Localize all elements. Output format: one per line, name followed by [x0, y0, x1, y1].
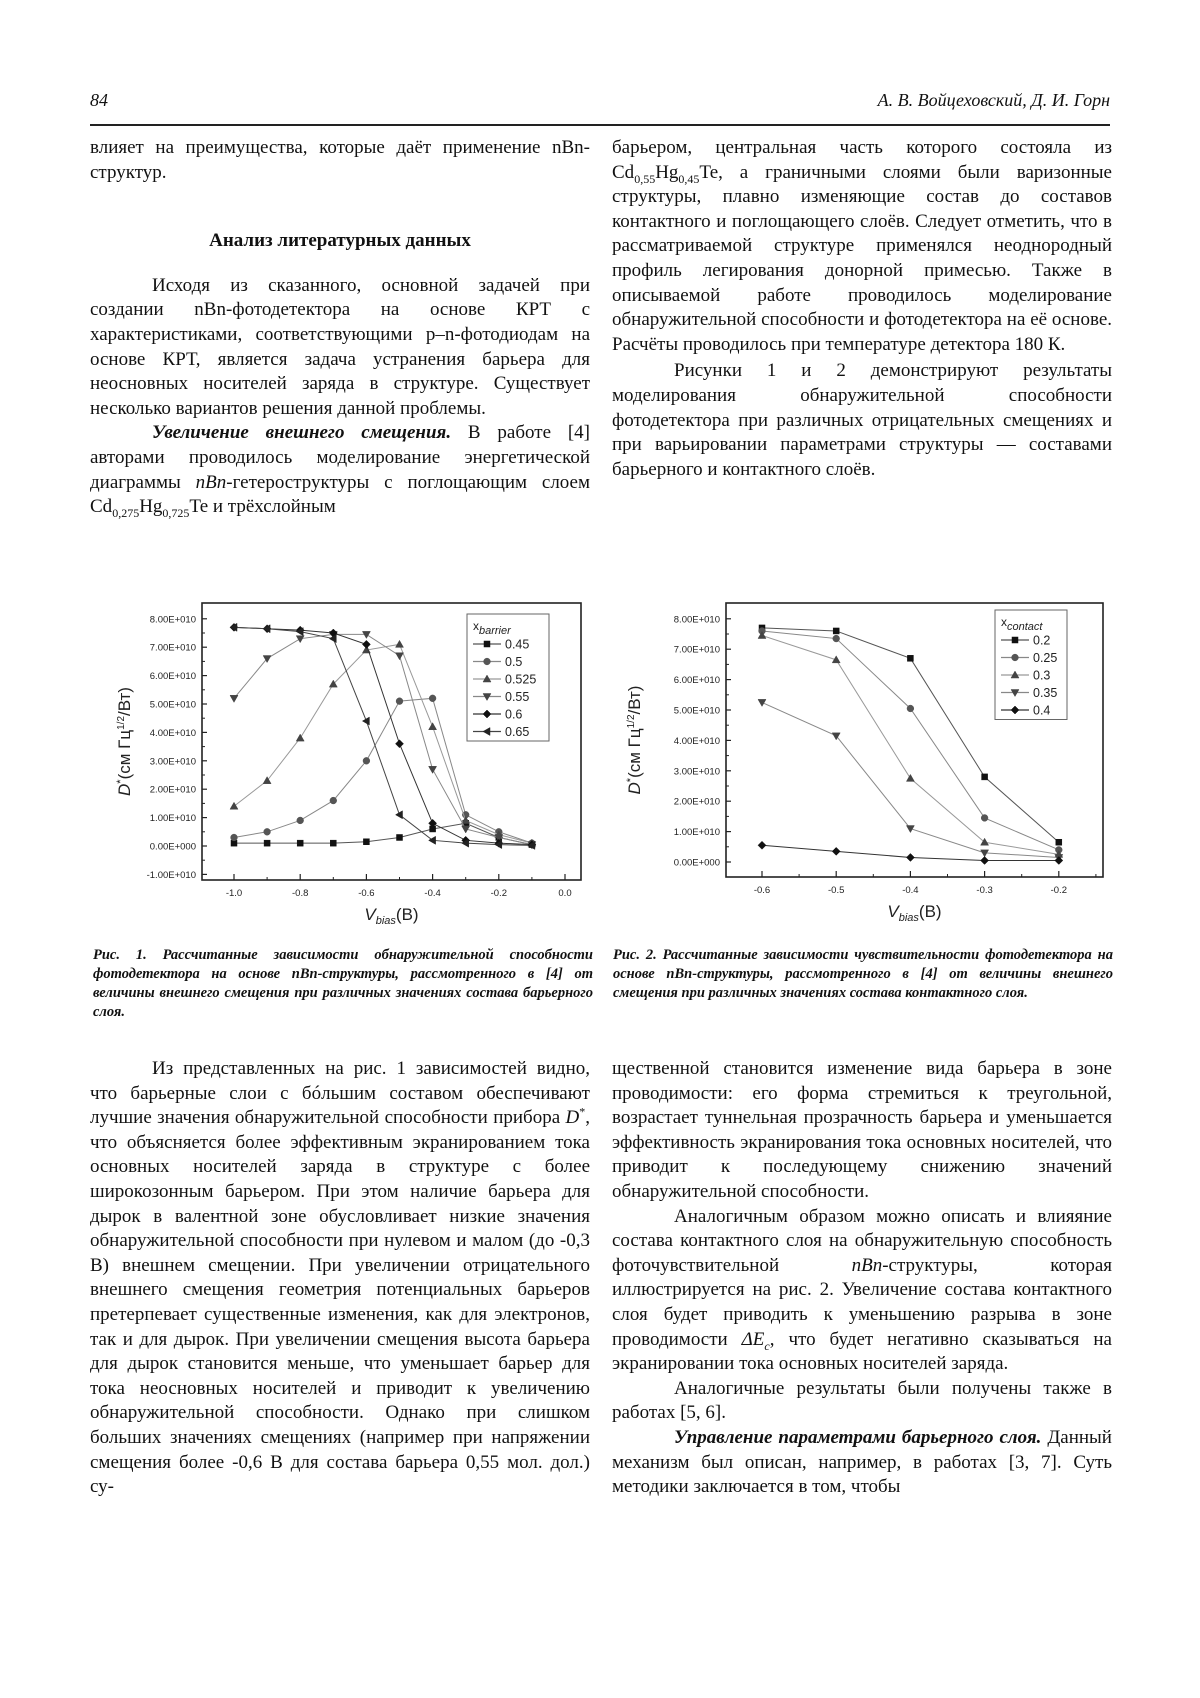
- paragraph: Из представленных на рис. 1 зависимостей видно, что барьерные слои с бóльшим составом обеспечивают лучшие значения обнаружительной способности прибора D*, что объясняется более эффективным экранированием тока основных носителей заряда в структуре с более широкозонным барьером. При этом наличие барьера для дырок в валентной зоне обусловливает низкие значения обнаружительной способности при нулевом и малом (до -0,3 В) внешнем смещении. При увеличении отрицательного внешнего смещения геометрия потенциальных барьеров претерпевает существенные изменения, как для электронов, так и для дырок. При увеличении смещения высота барьера для дырок становится меньше, что уменьшает барьер для тока неосновных носителей и приводит к увеличению обнаружительной способности. Однако при слишком больших значениях смещениях (например при напряжении смещения более -0,6 В для состава барьера 0,55 мол. дол.) су-: [90, 1058, 590, 1498]
- legend-entry: 0.2: [1033, 633, 1051, 648]
- legend-entry: 0.45: [505, 637, 530, 652]
- data-marker-square: [1012, 637, 1018, 643]
- x-tick-label: -0.2: [1050, 885, 1067, 896]
- data-marker-circle: [981, 815, 988, 822]
- legend-entry: 0.5: [505, 655, 523, 669]
- y-tick-label: 7.00E+010: [149, 642, 196, 654]
- y-tick-label: 0.00E+000: [149, 841, 196, 853]
- y-tick-label: 8.00E+010: [673, 614, 720, 626]
- x-tick-label: 0.0: [558, 888, 572, 899]
- legend: [995, 610, 1067, 720]
- paragraph: щественной становится изменение вида барьера в зоне проводимости: его форма стремиться к треугольной, возрастает туннельная прозрачность барьера и уменьшается эффективность экранирования тока основных носителей, что приводит к последующему снижению значений обнаружительной способности.: [612, 1058, 1112, 1202]
- data-marker-square: [397, 834, 403, 840]
- x-tick-label: -0.4: [424, 888, 441, 899]
- data-marker-square: [907, 655, 913, 661]
- data-marker-square: [264, 840, 270, 846]
- paragraph: барьером, центральная часть которого состояла из $Cd_{0,55}Hg_{0,45}Te$, а граничными слоями были варизонные структуры, плавно изменяющие состав до составов контактного и поглощающего слоёв. Следует отметить, что в рассматриваемой структуре применялся неоднородный профиль легирования донорной примесью. Также в описываемой работе проводилось моделирование обнаружительной способности и фотодетектора на её основе. Расчёты проводилось при температуре детектора 180 К.: [612, 137, 1112, 355]
- data-marker-square: [297, 840, 303, 846]
- y-tick-label: 3.00E+010: [673, 766, 720, 778]
- right-column-bottom: [612, 1057, 1112, 1500]
- y-tick-label: 0.00E+000: [673, 857, 720, 869]
- x-tick-label: -0.6: [753, 885, 771, 896]
- y-tick-label: 1.00E+010: [149, 813, 196, 825]
- paragraph: Увеличение внешнего смещения. В работе [4] авторами проводилось моделирование энергетической диаграммы nBn-гетероструктуры с поглощающим слоем $Cd_{0,275}Hg_{0,725}Te$ и трёхслойным: [90, 422, 590, 520]
- legend-entry: 0.65: [505, 725, 530, 739]
- y-axis-label: D*(см $Гц^{1/2}/Вт$): [115, 687, 134, 796]
- data-marker-circle: [907, 705, 914, 712]
- paragraph: влияет на преимущества, которые даёт применение nBn-структур.: [90, 137, 590, 183]
- data-marker-circle: [429, 695, 436, 702]
- legend-entry: 0.4: [1033, 703, 1051, 718]
- x-axis-label: $V_{bias}(В)$: [364, 905, 419, 927]
- y-tick-label: 3.00E+010: [149, 756, 196, 768]
- y-tick-label: 5.00E+010: [673, 705, 720, 717]
- x-tick-label: -0.5: [828, 885, 845, 896]
- legend-title: xbarrier: [473, 619, 511, 637]
- data-marker-circle: [264, 828, 271, 835]
- run-in-heading: Управление параметрами барьерного слоя.: [674, 1426, 1042, 1448]
- figure-2-chart: [620, 600, 1120, 924]
- legend-entry: 0.25: [1033, 651, 1058, 665]
- data-marker-circle: [297, 817, 304, 824]
- data-marker-square: [484, 641, 490, 647]
- y-tick-label: 7.00E+010: [673, 644, 720, 656]
- paragraph: Управление параметрами барьерного слоя. Данный механизм был описан, например, в работах [3, 7]. Суть методики заключается в том, чтобы: [612, 1426, 1112, 1498]
- data-marker-circle: [484, 658, 491, 665]
- figure-1-caption: Рис. 1. Рассчитанные зависимости обнаружительной способности фотодетектора на основе nBn-структуры, рассмотренного в [4] от величины внешнего смещения при различных значениях состава барьерного слоя.: [93, 947, 593, 1020]
- y-tick-label: 2.00E+010: [673, 796, 720, 808]
- paragraph: Рисунки 1 и 2 демонстрируют результаты моделирования обнаружительной способности фотодетектора при различных отрицательных смещениях и при варьировании параметрами структуры — составами барьерного и контактного слоёв.: [612, 360, 1112, 480]
- paragraph: Аналогичные результаты были получены также в работах [5, 6].: [612, 1377, 1112, 1424]
- data-marker-square: [363, 839, 369, 845]
- section-heading: Анализ литературных данных: [209, 230, 471, 252]
- right-column-top: [612, 136, 1112, 482]
- data-marker-square: [833, 628, 839, 634]
- y-tick-label: -1.00E+010: [146, 869, 196, 881]
- legend-entry: 0.55: [505, 690, 530, 704]
- data-marker-circle: [363, 757, 370, 764]
- y-tick-label: 1.00E+010: [673, 827, 720, 839]
- legend-entry: 0.525: [505, 672, 537, 687]
- data-marker-square: [330, 840, 336, 846]
- y-axis-label: D*(см $Гц^{1/2}/Вт$): [625, 685, 644, 795]
- legend-entry: 0.6: [505, 707, 523, 722]
- data-marker-square: [1056, 839, 1062, 845]
- data-marker-circle: [396, 698, 403, 705]
- running-header: [90, 90, 1110, 120]
- y-tick-label: 4.00E+010: [149, 727, 196, 739]
- y-tick-label: 6.00E+010: [149, 671, 196, 683]
- x-tick-label: -0.4: [902, 885, 919, 896]
- y-tick-label: 6.00E+010: [673, 675, 720, 687]
- page-number: 84: [90, 90, 108, 110]
- y-tick-label: 4.00E+010: [673, 735, 720, 747]
- y-tick-label: 8.00E+010: [149, 614, 196, 626]
- x-tick-label: -0.6: [358, 888, 375, 899]
- legend-entry: 0.3: [1033, 668, 1051, 683]
- legend-entry: 0.35: [1033, 686, 1058, 700]
- legend: [467, 614, 549, 741]
- figure-1-chart: [100, 600, 600, 927]
- data-marker-square: [982, 774, 988, 780]
- data-marker-circle: [833, 635, 840, 642]
- y-tick-label: 2.00E+010: [149, 784, 196, 796]
- paragraph: Исходя из сказанного, основной задачей при создании nBn-фотодетектора на основе КРТ с характеристиками, соответствующими p–n-фотодиодам на основе КРТ, является задача устранения барьера для неосновных носителей заряда в структуре. Существует несколько вариантов решения данной проблемы.: [90, 274, 590, 419]
- x-tick-label: -0.8: [292, 888, 309, 899]
- legend-title: xcontact: [1001, 615, 1043, 633]
- x-tick-label: -1.0: [225, 888, 243, 899]
- paragraph: Аналогичным образом можно описать и влияяние состава контактного слоя на обнаружительную способность фоточувствительной nBn-структуры, которая иллюстрируется на рис. 2. Увеличение состава контактного слоя будет приводить к уменьшению разрыва в зоне проводимости $\Delta E_c$, что будет негативно сказываться на экранировании тока основных носителей заряда.: [612, 1205, 1112, 1375]
- x-axis-label: $V_{bias}(В)$: [887, 902, 942, 924]
- x-tick-label: -0.2: [490, 888, 507, 899]
- y-tick-label: 5.00E+010: [149, 699, 196, 711]
- header-rule: [90, 124, 1110, 126]
- left-column-bottom: [90, 1057, 590, 1500]
- figure-2-caption: Рис. 2. Рассчитанные зависимости чувствительности фотодетектора на основе nBn-структуры, рассмотренного в [4] от величины внешнего смещения при различных значениях состава контактного слоя.: [613, 947, 1113, 1001]
- data-marker-circle: [1012, 654, 1019, 661]
- left-column-top: [90, 136, 590, 520]
- data-marker-circle: [330, 797, 337, 804]
- running-authors: А. В. Войцеховский, Д. И. Горн: [877, 90, 1110, 110]
- x-tick-label: -0.3: [976, 885, 993, 896]
- data-marker-circle: [231, 834, 238, 841]
- run-in-heading: Увеличение внешнего смещения.: [152, 422, 452, 444]
